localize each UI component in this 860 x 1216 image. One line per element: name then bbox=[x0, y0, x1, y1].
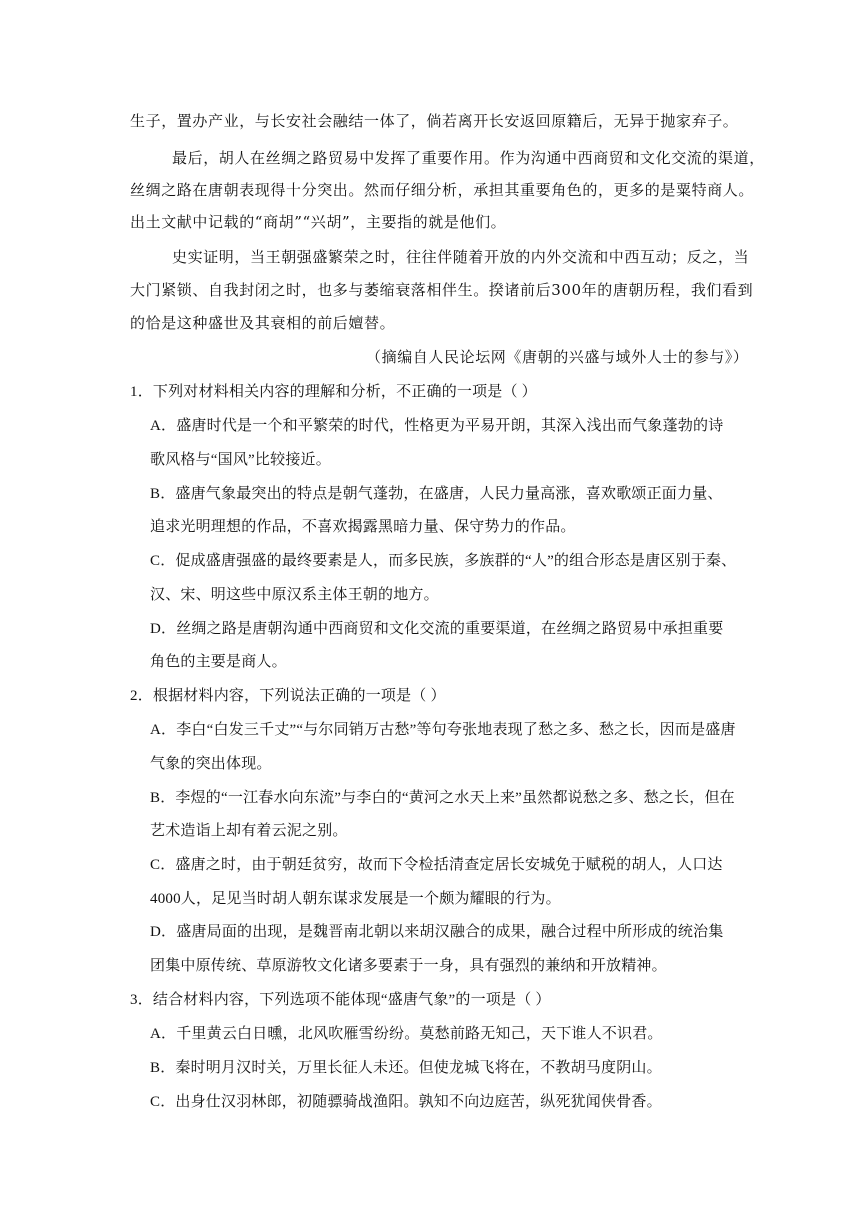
option-c-cont: 汉、宋、明这些中原汉系主体王朝的地方。 bbox=[150, 587, 439, 603]
option-a: A．盛唐时代是一个和平繁荣的时代，性格更为平易开朗，其深入浅出而气象蓬勃的诗 bbox=[150, 418, 724, 434]
option-c: C．盛唐之时，由于朝廷贫穷，故而下令检括清查定居长安城免于赋税的胡人，人口达 bbox=[150, 857, 723, 873]
passage-line: 丝绸之路在唐朝表现得十分突出。然而仔细分析，承担其重要角色的，更多的是粟特商人。 bbox=[130, 181, 755, 199]
option-d: D．盛唐局面的出现，是魏晋南北朝以来胡汉融合的成果，融合过程中所形成的统治集 bbox=[150, 924, 724, 940]
option-a-cont: 歌风格与“国风”比较接近。 bbox=[150, 452, 331, 468]
passage-line: 最后，胡人在丝绸之路贸易中发挥了重要作用。作为沟通中西商贸和文化交流的渠道， bbox=[172, 149, 765, 167]
option-b-cont: 追求光明理想的作品，不喜欢揭露黑暗力量、保守势力的作品。 bbox=[150, 519, 576, 535]
option-a: A．李白“白发三千丈”“与尔同销万古愁”等句夸张地表现了愁之多、愁之长，因而是盛唐 bbox=[150, 722, 736, 738]
option-b-cont: 艺术造诣上却有着云泥之别。 bbox=[150, 823, 348, 839]
question-stem: 2．根据材料内容，下列说法正确的一项是（ ） bbox=[130, 688, 446, 704]
option-d-cont: 团集中原传统、草原游牧文化诸多要素于一身，具有强烈的兼纳和开放精神。 bbox=[150, 958, 667, 974]
option-c: C．出身仕汉羽林郎，初随骠骑战渔阳。孰知不向边庭苦，纵死犹闻侠骨香。 bbox=[150, 1094, 662, 1110]
option-b: B．秦时明月汉时关，万里长征人未还。但使龙城飞将在，不教胡马度阴山。 bbox=[150, 1060, 662, 1076]
passage-line: 出土文献中记载的“商胡”“兴胡”，主要指的就是他们。 bbox=[130, 213, 507, 231]
option-a-cont: 气象的突出体现。 bbox=[150, 756, 272, 772]
passage-line: 大门紧锁、自我封闭之时，也多与萎缩衰落相伴生。揆诸前后300年的唐朝历程，我们看到 bbox=[130, 281, 754, 299]
option-d-cont: 角色的主要是商人。 bbox=[150, 654, 287, 670]
option-b: B．李煜的“一江春水向东流”与李白的“黄河之水天上来”虽然都说愁之多、愁之长，但在 bbox=[150, 790, 735, 806]
option-d: D．丝绸之路是唐朝沟通中西商贸和文化交流的重要渠道，在丝绸之路贸易中承担重要 bbox=[150, 621, 724, 637]
option-c-cont: 4000人，足见当时胡人朝东谋求发展是一个颇为耀眼的行为。 bbox=[150, 891, 561, 907]
passage-line: 的恰是这种盛世及其衰相的前后嬗替。 bbox=[130, 314, 396, 332]
question-stem: 1．下列对材料相关内容的理解和分析，不正确的一项是（ ） bbox=[130, 384, 537, 400]
passage-line: 史实证明，当王朝强盛繁荣之时，往往伴随着开放的内外交流和中西互动；反之，当 bbox=[172, 248, 750, 266]
option-c: C．促成盛唐强盛的最终要素是人，而多民族，多族群的“人”的组合形态是唐区别于秦、 bbox=[150, 553, 737, 569]
passage-source: （摘编自人民论坛网《唐朝的兴盛与域外人士的参与》） bbox=[366, 348, 749, 366]
question-stem: 3．结合材料内容，下列选项不能体现“盛唐气象”的一项是（ ） bbox=[130, 992, 551, 1008]
option-a: A．千里黄云白日曛，北风吹雁雪纷纷。莫愁前路无知己，天下谁人不识君。 bbox=[150, 1026, 663, 1042]
option-b: B．盛唐气象最突出的特点是朝气蓬勃，在盛唐，人民力量高涨，喜欢歌颂正面力量、 bbox=[150, 486, 723, 502]
passage-line: 生子，置办产业，与长安社会融结一体了，倘若离开长安返回原籍后，无异于抛家弃子。 bbox=[130, 112, 739, 130]
